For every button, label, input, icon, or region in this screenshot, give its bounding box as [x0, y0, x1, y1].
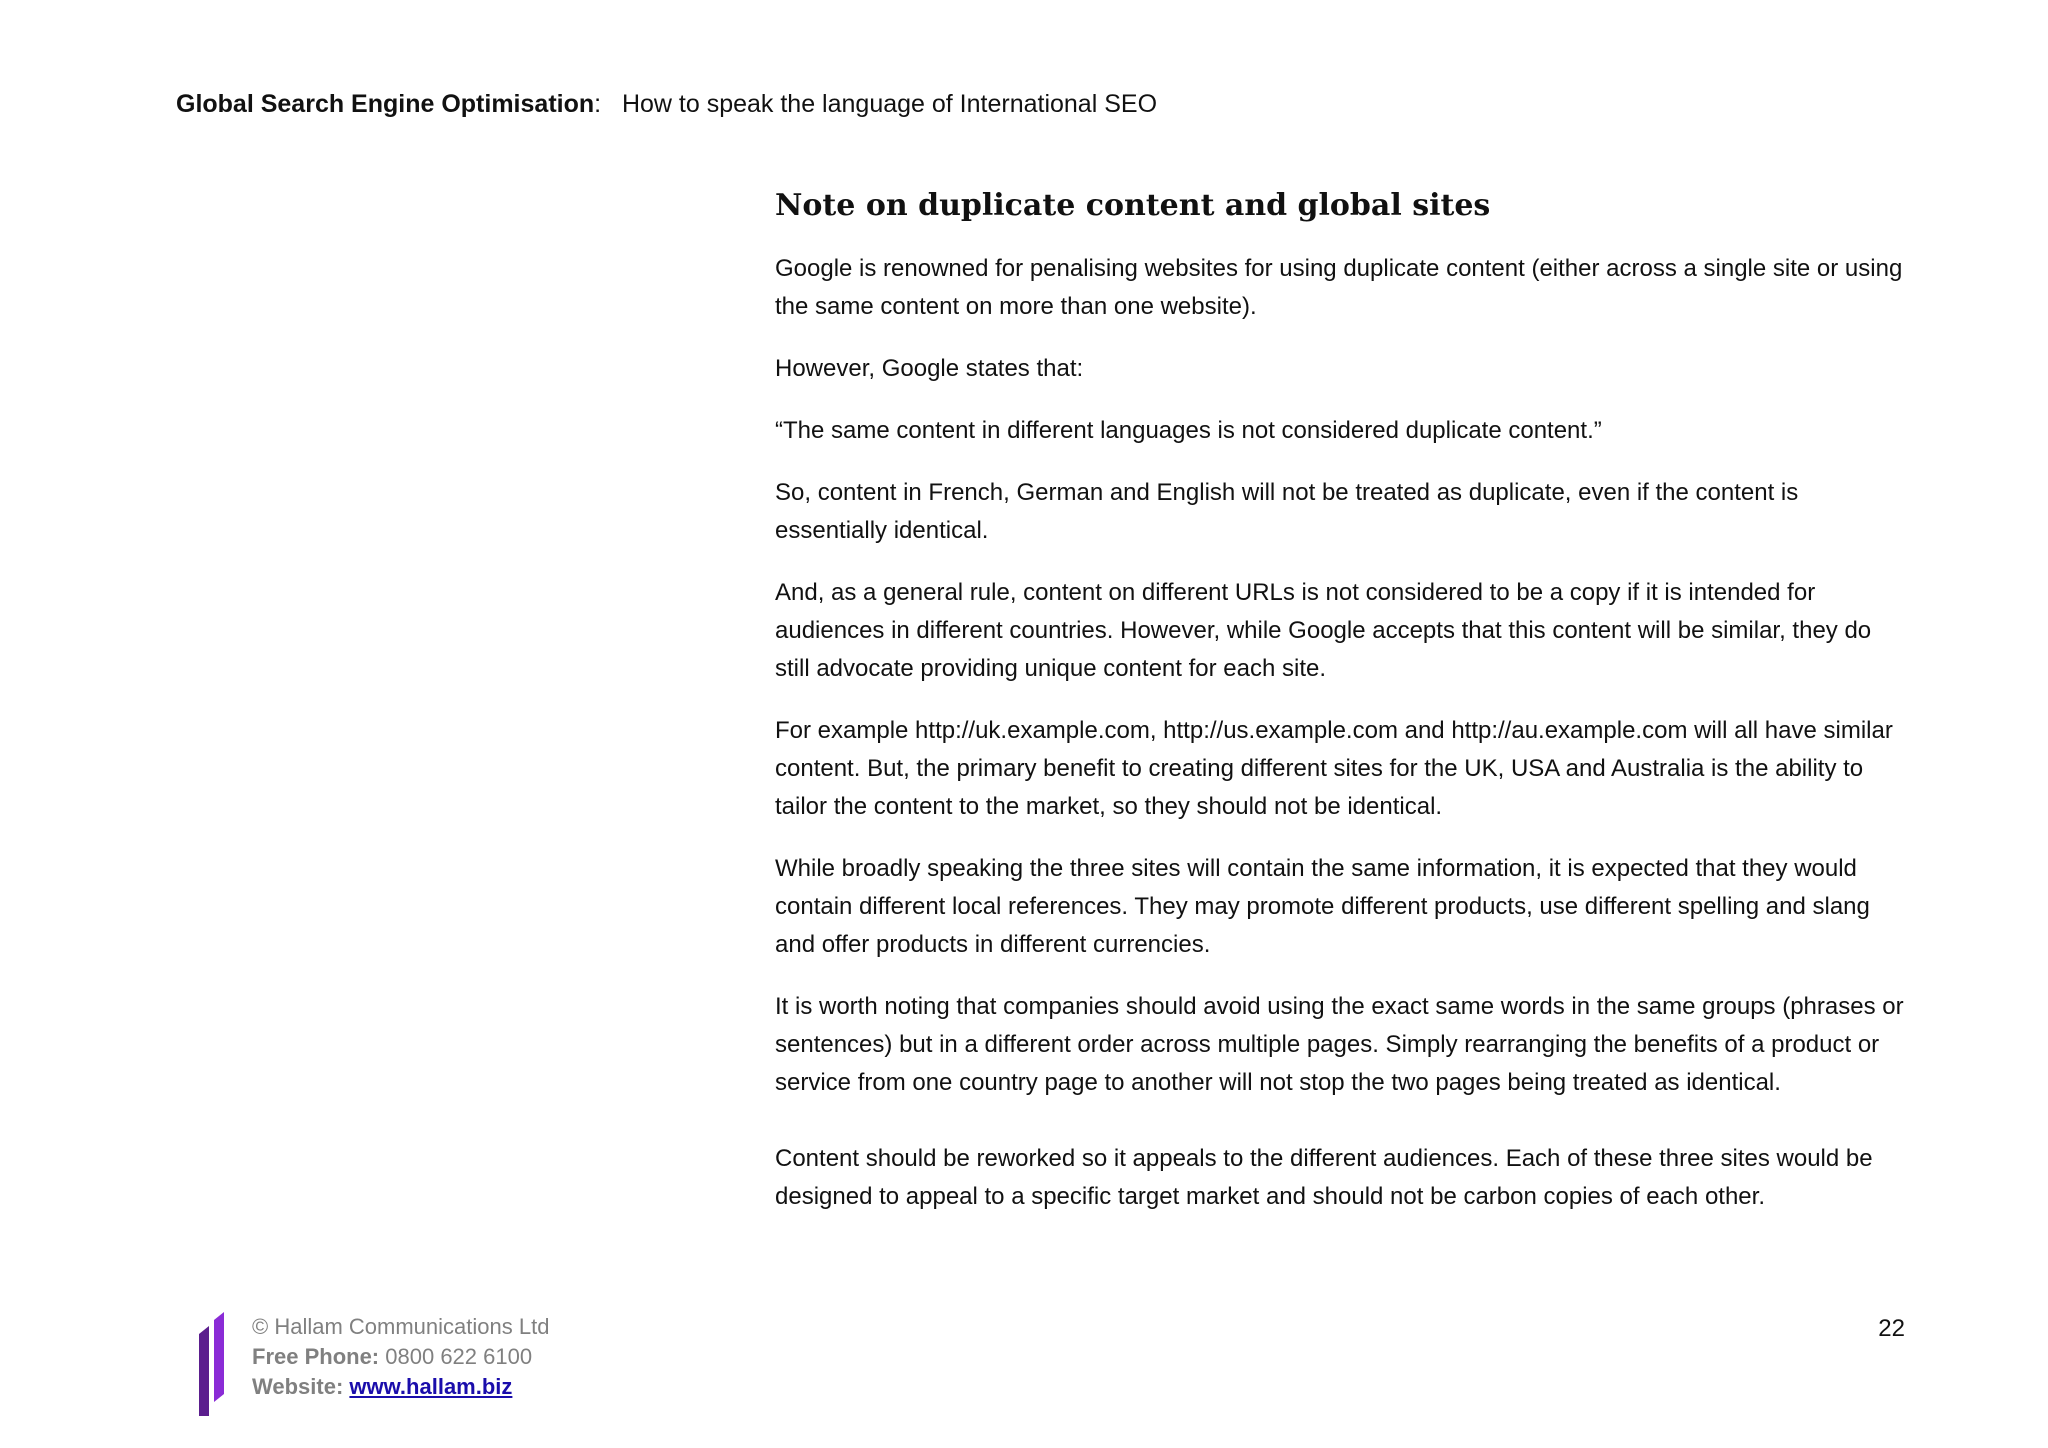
running-header — [176, 88, 1157, 120]
section-heading: Note on duplicate content and global sites — [775, 188, 1491, 223]
footer-copyright: © Hallam Communications Ltd — [252, 1314, 550, 1339]
paragraph: However, Google states that: — [775, 355, 1084, 382]
article-body — [775, 186, 1905, 1240]
paragraph: Content should be reworked so it appeals to the different audiences. Each of these three sites would be designed to appeal to a specific target market and should not be carbon copies of each other. — [775, 1145, 1873, 1210]
page-number: 22 — [1878, 1315, 1905, 1342]
paragraph: While broadly speaking the three sites will contain the same information, it is expected that they would contain different local references. They may promote different products, use different spelling and slang and offer products in different currencies. — [775, 855, 1870, 958]
footer-contact — [252, 1312, 549, 1402]
paragraph: Google is renowned for penalising websites for using duplicate content (either across a single site or using the same content on more than one website). — [775, 255, 1903, 320]
logo-bar-right — [214, 1312, 224, 1402]
quote-paragraph: “The same content in different languages is not considered duplicate content.” — [775, 417, 1602, 444]
footer-website-line — [252, 1372, 549, 1402]
paragraph: It is worth noting that companies should avoid using the exact same words in the same groups (phrases or sentences) but in a different order across multiple pages. Simply rearranging the benefits of a product or service from one country page to another will not stop the two pages being treated as identical. — [775, 993, 1904, 1096]
paragraph: So, content in French, German and English will not be treated as duplicate, even if the content is essentially identical. — [775, 479, 1799, 544]
phone-label: Free Phone: — [252, 1344, 380, 1369]
footer-phone-line — [252, 1342, 549, 1372]
paragraph: And, as a general rule, content on different URLs is not considered to be a copy if it is intended for audiences in different countries. However, while Google accepts that this content will be similar, they do still advocate providing unique content for each site. — [775, 579, 1872, 682]
website-label: Website: — [252, 1374, 344, 1399]
document-title: Global Search Engine Optimisation — [176, 90, 595, 118]
logo-bar-left — [199, 1326, 209, 1416]
phone-number: 0800 622 6100 — [385, 1344, 533, 1369]
document-subtitle: How to speak the language of International SEO — [621, 90, 1158, 118]
website-link[interactable]: www.hallam.biz — [349, 1374, 513, 1399]
paragraph: For example http://uk.example.com, http://us.example.com and http://au.example.com will all have similar content. But, the primary benefit to creating different sites for the UK, USA and Australia is the ability to tailor the content to the market, so they should not be identical. — [775, 717, 1893, 820]
hallam-logo-icon — [196, 1312, 230, 1416]
header-separator: : — [594, 90, 602, 118]
